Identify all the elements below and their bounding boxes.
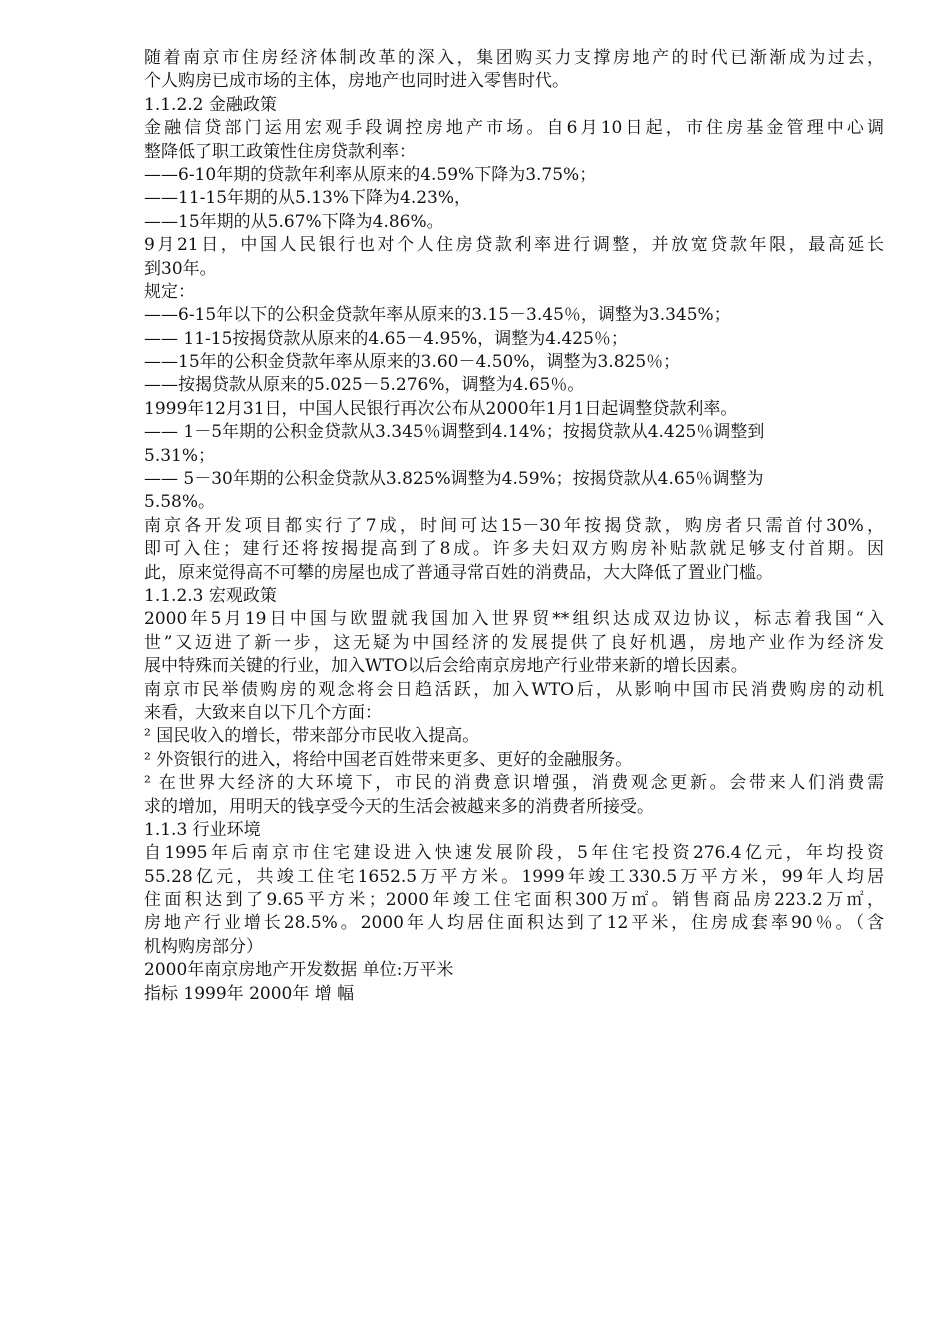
text-line: 5.31%；	[144, 445, 216, 466]
text-line: 南京各开发项目都实行了7成，时间可达15－30年按揭贷款，购房者只需首付30%，	[144, 515, 884, 536]
text-line: 机构购房部分）	[144, 936, 263, 957]
text-line: 到30年。	[144, 258, 217, 279]
text-line: 求的增加，用明天的钱享受今天的生活会被越来多的消费者所接受。	[144, 796, 654, 817]
text-line: 9月21日，中国人民银行也对个人住房贷款利率进行调整，并放宽贷款年限，最高延长	[144, 235, 884, 256]
text-line: 展中特殊而关键的行业，加入WTO以后会给南京房地产行业带来新的增长因素。	[144, 656, 748, 677]
text-line: 自1995年后南京市住宅建设进入快速发展阶段，5年住宅投资276.4亿元，年均投资	[144, 843, 884, 864]
text-line: —— 11-15按揭贷款从原来的4.65－4.95%，调整为4.425％；	[144, 328, 628, 349]
text-line: 2000年5月19日中国与欧盟就我国加入世界贸**组织达成双边协议，标志着我国“入	[144, 609, 884, 630]
text-line: 5.58%。	[144, 492, 216, 513]
text-line: ² 外资银行的进入，将给中国老百姓带来更多、更好的金融服务。	[144, 749, 633, 770]
text-line: 指标 1999年 2000年 增 幅	[144, 983, 355, 1004]
text-line: 即可入住；建行还将按揭提高到了8成。许多夫妇双方购房补贴款就足够支付首期。因	[144, 539, 884, 560]
text-line: 1999年12月31日，中国人民银行再次公布从2000年1月1日起调整贷款利率。	[144, 398, 738, 419]
text-line: 规定：	[144, 281, 195, 302]
document-page	[144, 47, 884, 1006]
text-line: 1.1.2.2 金融政策	[144, 94, 277, 115]
text-line: 55.28亿元，共竣工住宅1652.5万平方米。1999年竣工330.5万平方米，99年人均居	[144, 866, 884, 887]
text-line: 个人购房已成市场的主体，房地产也同时进入零售时代。	[144, 71, 569, 92]
text-line: 住面积达到了9.65平方米；2000年竣工住宅面积300万㎡。销售商品房223.2万㎡，	[144, 890, 884, 911]
text-line: ——11-15年期的从5.13%下降为4.23%，	[144, 188, 472, 209]
text-line: ——15年的公积金贷款年率从原来的3.60－4.50%，调整为3.825％；	[144, 352, 681, 373]
text-line: —— 5－30年期的公积金贷款从3.825%调整为4.59%；按揭贷款从4.65％调整为	[144, 469, 764, 490]
text-line: 世”又迈进了新一步，这无疑为中国经济的发展提供了良好机遇，房地产业作为经济发	[144, 632, 884, 653]
text-line: 此，原来觉得高不可攀的房屋也成了普通寻常百姓的消费品，大大降低了置业门槛。	[144, 562, 773, 583]
text-line: 房地产行业增长28.5%。2000年人均居住面积达到了12平米，住房成套率90％。（含	[144, 913, 884, 934]
text-line: 2000年南京房地产开发数据 单位:万平米	[144, 960, 454, 981]
text-line: 整降低了职工政策性住房贷款利率：	[144, 141, 416, 162]
text-line: ——6-15年以下的公积金贷款年率从原来的3.15－3.45％，调整为3.345%；	[144, 305, 731, 326]
text-line: ——15年期的从5.67%下降为4.86%。	[144, 211, 444, 232]
text-line: ² 在世界大经济的大环境下，市民的消费意识增强，消费观念更新。会带来人们消费需	[144, 773, 884, 794]
text-line: 1.1.2.3 宏观政策	[144, 585, 277, 606]
text-line: 金融信贷部门运用宏观手段调控房地产市场。自6月10日起，市住房基金管理中心调	[144, 118, 884, 139]
text-line: ² 国民收入的增长，带来部分市民收入提高。	[144, 726, 480, 747]
text-line: 南京市民举债购房的观念将会日趋活跃，加入WTO后，从影响中国市民消费购房的动机	[144, 679, 884, 700]
text-line: 来看，大致来自以下几个方面：	[144, 702, 382, 723]
text-line: ——6-10年期的贷款年利率从原来的4.59%下降为3.75%；	[144, 164, 597, 185]
text-line: 随着南京市住房经济体制改革的深入，集团购买力支撑房地产的时代已渐渐成为过去，	[144, 48, 884, 68]
text-line: 1.1.3 行业环境	[144, 819, 261, 840]
text-line: —— 1－5年期的公积金贷款从3.345％调整到4.14%；按揭贷款从4.425％调整到	[144, 422, 765, 443]
text-line: ——按揭贷款从原来的5.025－5.276%，调整为4.65％。	[144, 375, 585, 396]
